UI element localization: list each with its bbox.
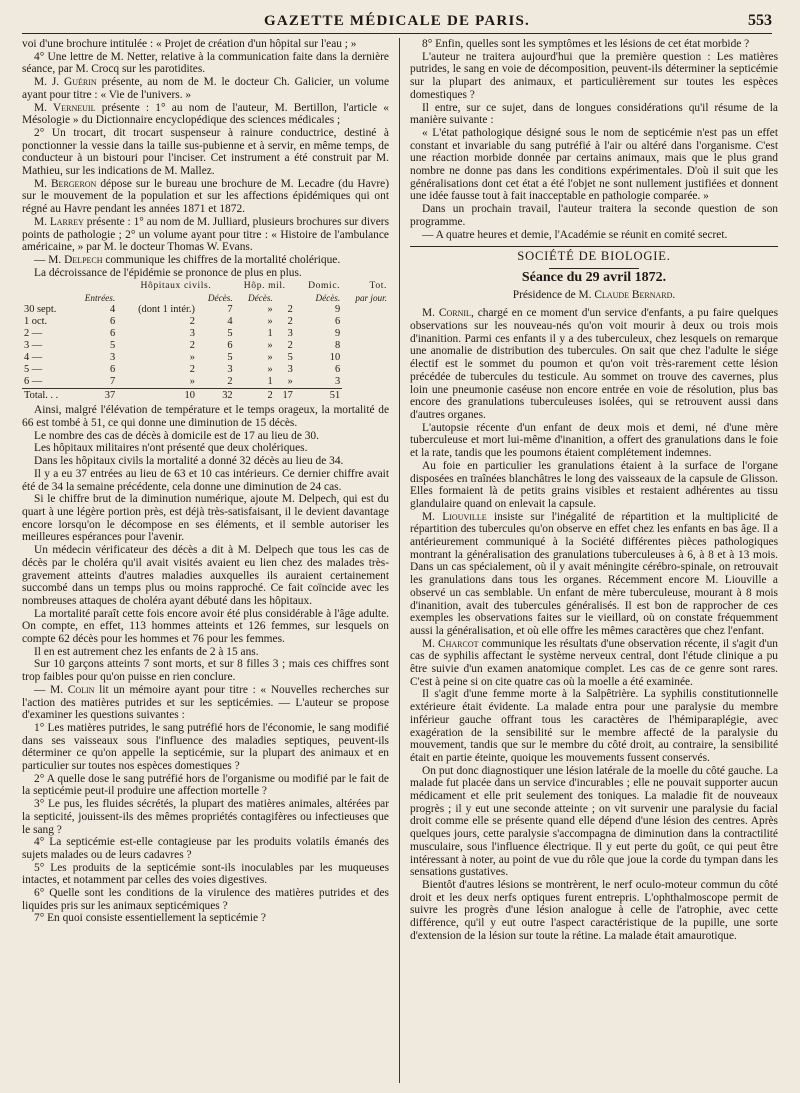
table-group-header: [22, 280, 389, 292]
col-header: Décès.: [247, 293, 273, 304]
table-cell: 6: [109, 364, 116, 376]
paragraph-text: présente : 1° au nom de M. Julliard, plusieurs brochures sur divers points de pathologie ; 2° un volume ayant pour titre : « Histoire de l'ambulance américaine, » par M. le docteur Thomas W. Evans.: [22, 215, 389, 254]
table-row: [22, 376, 389, 389]
paragraph: Ainsi, malgré l'élévation de température et le temps orageux, la mortalité de 66 est tombé à 51, ce qui donne une diminution de 15 décès.: [22, 404, 389, 430]
table-cell: 6: [227, 340, 233, 352]
paragraph: Si le chiffre brut de la diminution numérique, ajoute M. Delpech, qui est du quart à une légère portion près, est déjà très-satisfaisant, il le devient davantage encore lorsqu'on le décompose en ses éléments, et il semble autoriser les meilleures espérances pour l'avenir.: [22, 493, 389, 544]
paragraph: Il en est autrement chez les enfants de 2 à 15 ans.: [34, 645, 259, 658]
table-cell: 3: [109, 352, 116, 364]
paragraph: [22, 216, 389, 254]
person-name: M. Liouville: [422, 510, 487, 523]
page-number: 553: [748, 12, 772, 29]
paragraph: [22, 102, 389, 127]
paragraph-text: présente : 1° au nom de l'auteur, M. Bertillon, l'article « Mésologie » du Dictionnaire encyclopédique des sciences médicales ;: [22, 101, 389, 127]
total-cell: 17: [275, 389, 295, 403]
short-rule: [549, 268, 639, 269]
paragraph: 6° Quelle sont les conditions de la virulence des matières putrides et des liquides pris sur les animaux septicémiques ?: [22, 887, 389, 912]
paragraph: 3° Le pus, les fluides sécrétés, la plupart des matières animales, altérées par la septicité, jouissent-ils des mêmes propriétés contagifères ou infectieuses que le sang ?: [22, 798, 389, 836]
presidency-text: Présidence de: [512, 288, 576, 301]
paragraph: [410, 307, 778, 421]
right-column: [410, 38, 778, 1086]
paragraph-text: lit un mémoire ayant pour titre : « Nouvelles recherches sur l'action des matières putrides et sur les septicémies. — L'auteur se propose d'examiner les questions suivantes :: [22, 683, 389, 722]
paragraph: 2° Un trocart, dit trocart suspenseur à rainure conductrice, destiné à ponctionner la vessie dans la taille sus-pubienne et à servir, en même temps, de conducteur à un bistouri pour l'inciser. Cet instrument a été construit par M. Mathieu, sur les indications de M. Mallez.: [22, 126, 389, 178]
table-cell: 3: [287, 328, 293, 340]
paragraph: [22, 76, 389, 101]
paragraph-text: chargé en ce moment d'un service d'enfants, a pu faire quelques observations sur les nouveau-nés qu'on voit mourir à deux ou trois mois d'inanition. Parmi ces enfants il y a des tuberculeux, chez lesquels on remarque une anomalie de distribution des tubercules. On sait que chez l'adulte le siége électif est le sommet du poumon et qu'on voit très-rarement cette lésion précédée de tubercules du testicule. Au sommet on trouve des cavernes, plus loin une pneumonie caséuse non encore entrée en voie de résolution, plus bas encore des granulations tuberculeuses isolées, qui se retrouvent aussi dans d'autres organes.: [410, 307, 778, 421]
row-date: 3 —: [24, 340, 43, 352]
paragraph: Les hôpitaux militaires n'ont présenté que deux cholériques.: [34, 442, 308, 455]
paragraph: Le nombre des cas de décès à domicile est de 17 au lieu de 30.: [34, 429, 319, 442]
table-cell: 1: [267, 376, 273, 388]
person-name: M. Claude Bernard.: [578, 288, 676, 301]
table-total-row: [22, 389, 389, 403]
paragraph: — A quatre heures et demie, l'Académie se réunit en comité secret.: [422, 228, 728, 241]
paragraph: L'autopsie récente d'un enfant de deux mois et demi, né d'une mère tuberculeuse et mort lui-même d'inanition, a offert des granulations dans le foie et la rate, tandis que les poumons étaient complétement indemnes.: [410, 421, 778, 460]
table-cell: »: [267, 352, 273, 364]
person-name: M. Bergeron: [34, 177, 97, 190]
col-group: Domic.: [308, 280, 341, 292]
table-cell: »: [189, 352, 195, 364]
paragraph-text: communique les chiffres de la mortalité cholérique.: [105, 253, 341, 266]
person-name: M. Verneuil: [34, 101, 96, 114]
table-cell: 1: [267, 328, 273, 340]
paragraph: La décroissance de l'épidémie se prononce de plus en plus.: [34, 266, 302, 279]
paragraph: Bientôt d'autres lésions se montrèrent, le nerf oculo-moteur commun du côté droit et les deux nerfs optiques furent entrepris. L'ophthalmoscope permit de suivre les progrès d'une lésion analogue à celle de l'atrophie, avec cette différence, qu'il y eut outre l'aspect caractéristique de la pupille, une sorte d'extension de la lésion sur toute la rétine. La malade était amaurotique.: [410, 879, 778, 942]
table-cell: 5: [227, 328, 233, 340]
table-cell: 3: [227, 364, 233, 376]
person-name: M. Delpech: [48, 253, 103, 266]
table-cell: 9: [334, 328, 341, 340]
row-date: 2 —: [24, 328, 43, 340]
col-header: Décès.: [315, 293, 341, 304]
table-row: [22, 304, 389, 316]
table-row: [22, 340, 389, 352]
table-cell: »: [189, 376, 195, 388]
table-cell: 6: [334, 316, 341, 328]
paragraph: La mortalité paraît cette fois encore avoir été plus considérable à l'âge adulte. On compte, en effet, 113 hommes atteints et 126 femmes, sur lesquels on compte 62 décès pour les hommes et 76 pour les femmes.: [22, 607, 389, 646]
table-cell: 7: [109, 376, 116, 388]
paragraph: Dans un prochain travail, l'auteur traitera la seconde question de son programme.: [410, 203, 778, 228]
paragraph-text: présente, au nom de M. le docteur Ch. Galicier, un volume ayant pour titre : « Vie de l'univers. »: [22, 76, 389, 101]
paragraph: Il entre, sur ce sujet, dans de longues considérations qu'il résume de la manière suivante :: [410, 101, 778, 127]
session-date: Séance du 29 avril 1872.: [521, 269, 667, 285]
paragraph: L'auteur ne traitera aujourd'hui que la première question : Les matières putrides, le sang en voie de décomposition, peuvent-ils déterminer la septicémie sur la plupart des animaux, et particulièrement sur toutes les espèces domestiques ?: [410, 50, 778, 101]
paragraph: [22, 178, 389, 216]
paragraph: [410, 638, 778, 689]
row-date: 6 —: [24, 376, 43, 388]
table-cell: 6: [109, 316, 116, 328]
header-rule: [22, 33, 772, 34]
table-row: [22, 364, 389, 376]
paragraph: Il y a eu 37 entrées au lieu de 63 et 10 cas intérieurs. Ce dernier chiffre avait été de 34 la semaine précédente, cela donne une diminution de 24 cas.: [22, 467, 389, 493]
table-cell: 5: [109, 340, 116, 352]
total-cell: 10: [117, 389, 197, 403]
col-group: Hôp. mil.: [243, 280, 286, 292]
table-row: [22, 328, 389, 340]
col-header: par jour.: [355, 293, 387, 304]
table-cell: 5: [287, 352, 293, 364]
table-cell: 9: [334, 304, 341, 316]
column-divider: [399, 38, 400, 1083]
paragraph-text: insiste sur l'inégalité de répartition et la multiplicité de répartition des tubercules qu'on observe en effet chez les enfants en bas âge. Il a antérieurement communiqué à la Société différentes pièces pathologiques montrant la généralisation des granulations tuberculeuses à 6, à 8 et à 13 mois. Dans un cas spécialement, où il y avait méningite cérébro-spinale, on retrouvait les granulations dans tous les organes. Récemment encore M. Liouville a observé un cas semblable. Un enfant de mère tuberculeuse, mourant à 8 mois d'inanition, avait des tubercules généralisés. Il est bon de rapprocher de ces exemples les observations faites sur le vieillard, où on constate fréquemment aussi la généralisation, et où elle offre les mêmes caractères que chez l'enfant.: [410, 510, 778, 637]
paragraph: [410, 511, 778, 638]
table-cell: 2: [287, 340, 293, 352]
row-date: 30 sept.: [24, 304, 57, 316]
table-cell: 4: [109, 304, 116, 316]
table-cell: »: [287, 376, 293, 388]
person-name: M. Charcot: [422, 637, 479, 650]
presidency: [410, 289, 778, 302]
table-cell: »: [267, 304, 273, 316]
paragraph: Un médecin vérificateur des décès a dit à M. Delpech que tous les cas de décès par le choléra qu'il avait visités avaient eu lien chez des malades très-gravement atteints d'autres maladies auxquelles ils auraient certainement succombé dans un temps plus ou moins rapproché. Ce fait coïncide avec les nombreuses attaques de choléra ayant débuté dans les hôpitaux.: [22, 544, 389, 607]
paragraph: Au foie en particulier les granulations étaient à la surface de l'organe disposées en traînées blanchâtres le long des vaisseaux de la capsule de Glisson. Elles formaient là de petits grains visibles et restaient adhérentes au tissu glandulaire quand on enlevait la capsule.: [410, 459, 778, 510]
table-cell: »: [267, 316, 273, 328]
person-name: M. Larrey: [34, 215, 84, 228]
section-heading: SOCIÉTÉ DE BIOLOGIE.: [517, 249, 671, 264]
row-date: 5 —: [24, 364, 43, 376]
paragraph: Dans les hôpitaux civils la mortalité a donné 32 décès au lieu de 34.: [34, 455, 344, 468]
paragraph: 4° La septicémie est-elle contagieuse par les produits volatils émanés des sujets malades ou de leurs cadavres ?: [22, 836, 389, 861]
person-name: M. Colin: [50, 683, 95, 696]
table-cell: 5: [227, 352, 233, 364]
col-group: Hôpitaux civils.: [140, 280, 212, 292]
col-group: Tot.: [369, 280, 387, 292]
table-cell: 2: [287, 304, 293, 316]
paragraph: Sur 10 garçons atteints 7 sont morts, et sur 8 filles 3 ; mais ces chiffres sont trop faibles pour qu'on puisse en rien conclure.: [22, 658, 389, 684]
table-cell: 2: [227, 376, 233, 388]
col-header: Entrées.: [84, 293, 116, 304]
paragraph: — M. Colin lit un mémoire ayant pour titre : « Nouvelles recherches sur l'action des matières putrides et sur les septicémies. — L'auteur se propose d'examiner les questions suivantes :: [22, 683, 389, 722]
table-cell: »: [267, 340, 273, 352]
table-cell: 4: [227, 316, 233, 328]
table-cell: (dont 1 intér.): [138, 304, 195, 316]
paragraph-text: communique les résultats d'une observation récente, il s'agit d'un cas de syphilis affectant le système nerveux central, dont l'étude clinique a pu être suivie d'un examen anatomique complet. Les cas de ce genre sont rares. C'est à peine si on cite quatre cas où la moelle a été examinée.: [410, 637, 778, 688]
total-cell: 2: [235, 389, 275, 403]
table-subheader: [22, 292, 389, 304]
table-row: [22, 316, 389, 328]
section-rule: [410, 246, 778, 247]
paragraph-text: dépose sur le bureau une brochure de M. Lecadre (du Havre) sur le mouvement de la population et sur les affections épidémiques qui ont régné au Havre pendant les années 1871 et 1872.: [22, 177, 389, 216]
paragraph: voi d'une brochure intitulée : « Projet de création d'un hôpital sur l'eau ; »: [22, 38, 357, 50]
paragraph: 8° Enfin, quelles sont les symptômes et les lésions de cet état morbide ?: [422, 38, 750, 50]
table-cell: 2: [189, 316, 195, 328]
paragraph: 2° A quelle dose le sang putréfié hors de l'organisme ou modifié par le fait de la septicémie peut-il produire une affection mortelle ?: [22, 772, 389, 798]
table-cell: 2: [287, 316, 293, 328]
paragraph: — M. Delpech communique les chiffres de la mortalité cholérique.: [34, 253, 341, 266]
table-cell: 3: [287, 364, 293, 376]
paragraph: Il s'agit d'une femme morte à la Salpêtrière. La syphilis constitutionnelle extérieure était évidente. La malade entra pour une paralysie du membre inférieur gauche offrant tous les caractères de l'hémiparaplégie, avec exagération de la sensibilité sur le membre affecté de la paralysie du mouvement, tandis que sur le membre du côté droit, au contraire, la sensibilité était en partie éteinte, quoique les mouvements fussent conservés.: [410, 688, 778, 764]
mortality-table: [22, 280, 389, 402]
col-header: Décès.: [207, 293, 233, 304]
paragraph: 7° En quoi consiste essentiellement la septicémie ?: [34, 912, 266, 925]
journal-title: GAZETTE MÉDICALE DE PARIS.: [264, 13, 530, 29]
paragraph: 4° Une lettre de M. Netter, relative à la communication faite dans la dernière séance, par M. Crocq sur les parotidites.: [22, 50, 389, 76]
table-row: [22, 352, 389, 364]
paragraph: 5° Les produits de la septicémie sont-ils inoculables par les muqueuses intactes, et notamment par celles des voies digestives.: [22, 861, 389, 887]
row-date: 1 oct.: [24, 316, 48, 328]
table-cell: 2: [189, 340, 195, 352]
table-cell: 2: [189, 364, 195, 376]
total-cell: 51: [295, 389, 342, 403]
person-name: M. Cornil,: [422, 307, 474, 320]
table-cell: 7: [227, 304, 233, 316]
table-body: [22, 304, 389, 402]
paragraph: 1° Les matières putrides, le sang putréfié hors de l'économie, le sang modifié dans ses vaisseaux sous l'influence des maladies septiques, peuvent-ils déterminer ce qu'on appelle la septicémie, sur la plupart des animaux et en particulier sur toutes nos espèces domestiques ?: [22, 721, 389, 773]
left-column: [22, 38, 389, 1086]
table-cell: 6: [109, 328, 116, 340]
paragraph: On put donc diagnostiquer une lésion latérale de la moelle du côté gauche. La malade fut placée dans un service d'incurables ; elle ne pouvait supporter aucun médicament et elle prit seulement des toniques. La maladie fit de nouveaux progrès ; il y eut une seconde atteinte ; on vit survenir une paralysie du facial droit comme elle se présente quand elle dépend d'une lésion des centres. Après quelques jours, cette paralysie s'accompagna de diminution dans la contractilité musculaire, sous l'influence électrique. Il y eut perte du goût, ce qui peut être intéressant à noter, au point de vue du rôle que joue la corde du tympan dans les sensations gustatives.: [410, 764, 778, 879]
paragraph: « L'état pathologique désigné sous le nom de septicémie n'est pas un effet constant et invariable du sang putréfié à l'air ou altéré dans l'organisme. C'est une réaction morbide donnée par certains animaux, mais que le plus grand nombre ne donne pas dans les conditions expérimentales. D'où il suit que les généralisations dont cet état a été l'objet ne sont nullement justifiées et donnent une idée fausse tout à fait inacceptable en pathologie comparée. »: [410, 126, 778, 203]
row-date: 4 —: [24, 352, 43, 364]
table-cell: 8: [334, 340, 341, 352]
total-label: Total. . .: [22, 389, 72, 403]
table-cell: 10: [329, 352, 341, 364]
page-header: [22, 10, 772, 32]
table-cell: 3: [334, 376, 341, 388]
total-cell: 37: [72, 389, 117, 403]
person-name: M. J. Guérin: [34, 76, 97, 89]
table-cell: »: [267, 364, 273, 376]
table-cell: 3: [189, 328, 195, 340]
total-cell: 32: [197, 389, 235, 403]
table-cell: 6: [334, 364, 341, 376]
